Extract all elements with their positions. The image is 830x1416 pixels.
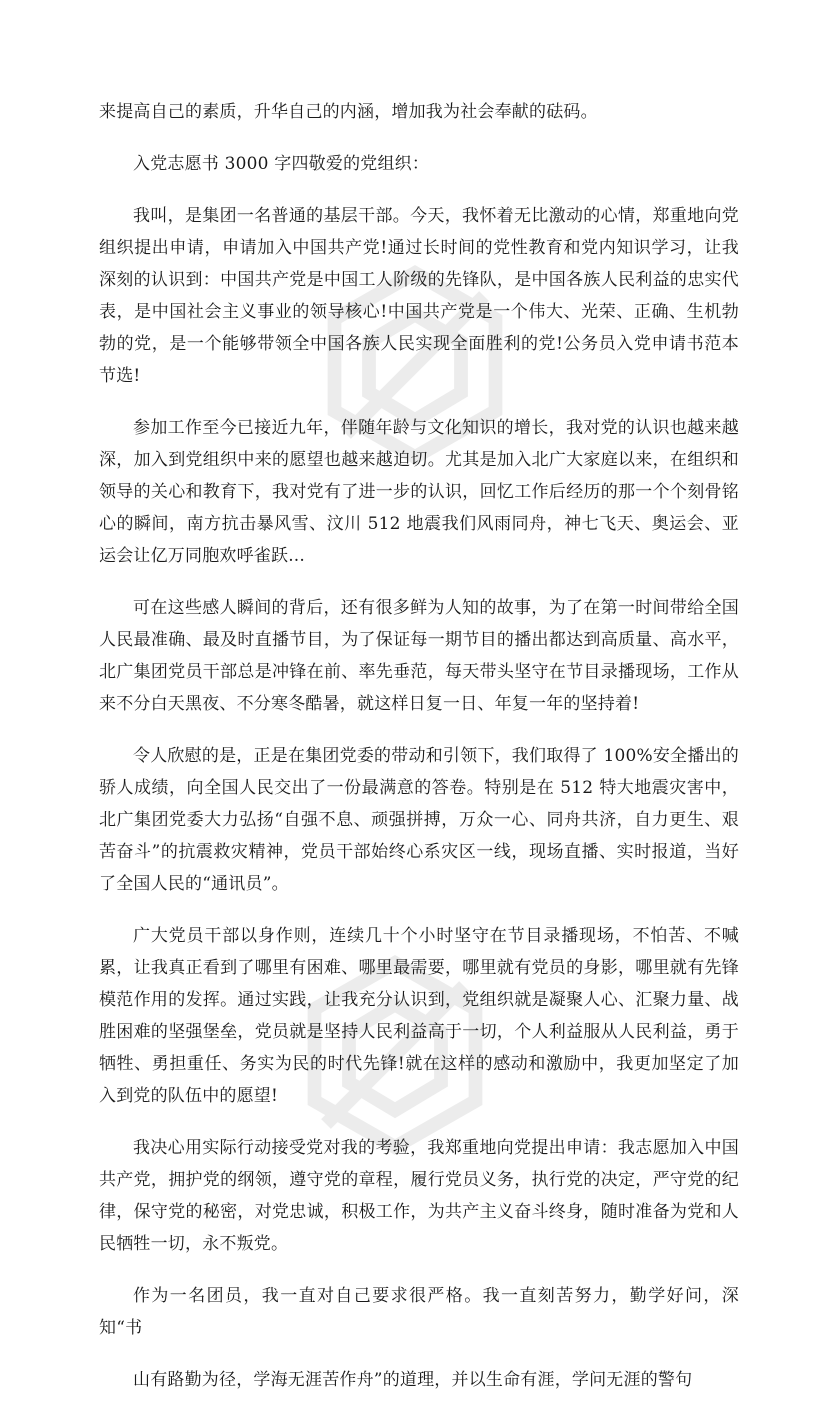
paragraph: 令人欣慰的是，正是在集团党委的带动和引领下，我们取得了 100%安全播出的骄人成绩，向全国人民交出了一份最满意的答卷。特别是在 512 特大地震灾害中，北广集团党委大力弘扬“自强不息、顽强拼搏，万众一心、同舟共济，自力更生、艰苦奋斗”的抗震救灾精神，党员干部始终心系灾区一线，现场直播、实时报道，当好了全国人民的“通讯员”。: [99, 746, 739, 894]
paragraph: 参加工作至今已接近九年，伴随年龄与文化知识的增长，我对党的认识也越来越深，加入到党组织中来的愿望也越来越迫切。尤其是加入北广大家庭以来，在组织和领导的关心和教育下，我对党有了进一步的认识，回忆工作后经历的那一个个刻骨铭心的瞬间，南方抗击暴风雪、汶川 512 地震我们风雨同舟，神七飞天、奥运会、亚运会让亿万同胞欢呼雀跃...: [99, 418, 739, 566]
document-body: [99, 96, 739, 1416]
paragraph: 我决心用实际行动接受党对我的考验，我郑重地向党提出申请：我志愿加入中国共产党，拥护党的纲领，遵守党的章程，履行党员义务，执行党的决定，严守党的纪律，保守党的秘密，对党忠诚，积极工作，为共产主义奋斗终身，随时准备为党和人民牺牲一切，永不叛党。: [99, 1138, 739, 1254]
paragraph: 广大党员干部以身作则，连续几十个小时坚守在节目录播现场，不怕苦、不喊累，让我真正看到了哪里有困难、哪里最需要，哪里就有党员的身影，哪里就有先锋模范作用的发挥。通过实践，让我充分认识到，党组织就是凝聚人心、汇聚力量、战胜困难的坚强堡垒，党员就是坚持人民利益高于一切，个人利益服从人民利益，勇于牺牲、勇担重任、务实为民的时代先锋!就在这样的感动和激励中，我更加坚定了加入到党的队伍中的愿望!: [99, 926, 739, 1106]
paragraph-heading: 入党志愿书 3000 字四敬爱的党组织：: [133, 154, 430, 174]
paragraph: 作为一名团员，我一直对自己要求很严格。我一直刻苦努力，勤学好问，深知“书: [99, 1286, 739, 1338]
paragraph: 我叫，是集团一名普通的基层干部。今天，我怀着无比激动的心情，郑重地向党组织提出申请，申请加入中国共产党!通过长时间的党性教育和党内知识学习，让我深刻的认识到：中国共产党是中国工人阶级的先锋队，是中国各族人民利益的忠实代表，是中国社会主义事业的领导核心!中国共产党是一个伟大、光荣、正确、生机勃勃的党，是一个能够带领全中国各族人民实现全面胜利的党!公务员入党申请书范本节选!: [99, 206, 739, 386]
paragraph: 可在这些感人瞬间的背后，还有很多鲜为人知的故事，为了在第一时间带给全国人民最准确、最及时直播节目，为了保证每一期节目的播出都达到高质量、高水平，北广集团党员干部总是冲锋在前、率先垂范，每天带头坚守在节目录播现场，工作从来不分白天黑夜、不分寒冬酷暑，就这样日复一日、年复一年的坚持着!: [99, 598, 739, 714]
paragraph: 山有路勤为径，学海无涯苦作舟”的道理，并以生命有涯，学问无涯的警句: [133, 1370, 693, 1390]
paragraph-continuation: 来提高自己的素质，升华自己的内涵，增加我为社会奉献的砝码。: [99, 102, 598, 122]
